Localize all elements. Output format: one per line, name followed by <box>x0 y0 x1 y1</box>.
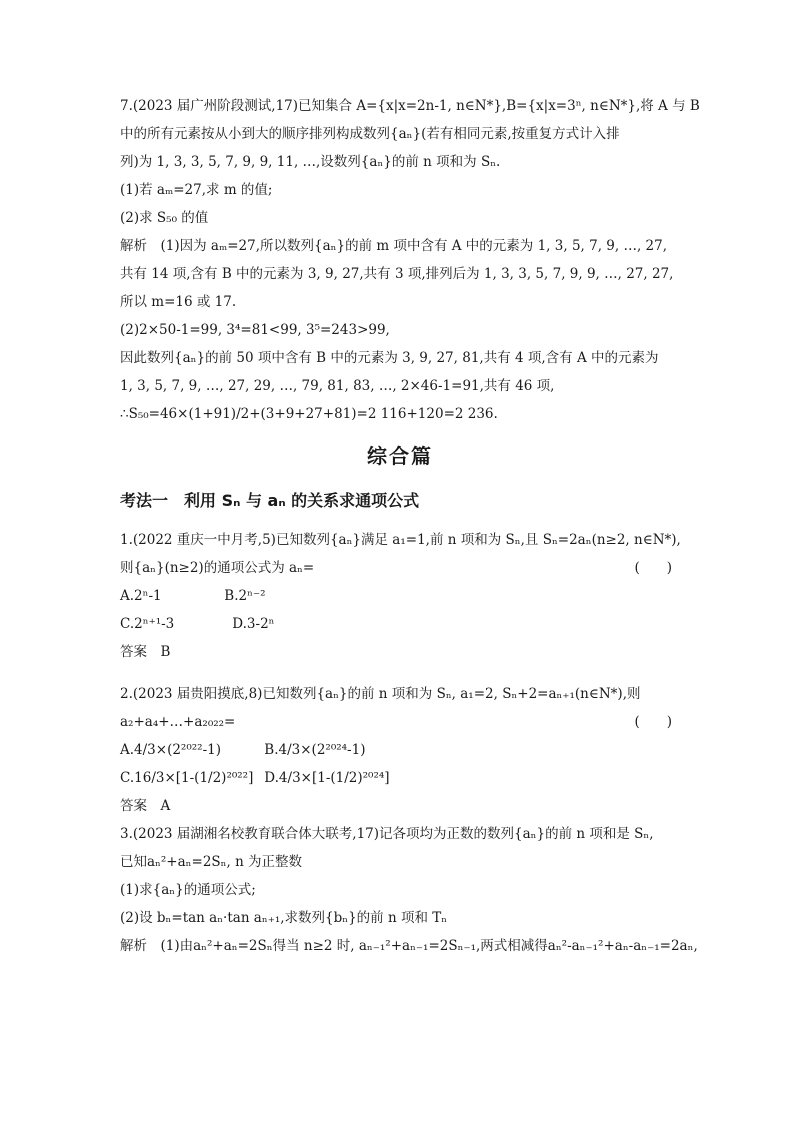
problem-1 <box>120 526 680 666</box>
solution-line: (2)2×50-1=99, 3⁴=81<99, 3⁵=243>99, <box>120 322 390 338</box>
solution-line: 解析 (1)由aₙ²+aₙ=2Sₙ得当 n≥2 时, aₙ₋₁²+aₙ₋₁=2Sₙ₋₁,两式相减得aₙ²-aₙ₋₁²+aₙ-aₙ₋₁=2aₙ, <box>120 938 698 954</box>
problem-7-line: 中的所有元素按从小到大的顺序排列构成数列{aₙ}(若有相同元素,按重复方式计入排 <box>120 126 620 142</box>
problem-3-part-2: (2)设 bₙ=tan aₙ·tan aₙ₊₁,求数列{bₙ}的前 n 项和 Tₙ <box>120 910 448 926</box>
solution-line: 解析 (1)因为 aₘ=27,所以数列{aₙ}的前 m 项中含有 A 中的元素为 1, 3, 5, 7, 9, …, 27, <box>120 238 668 254</box>
method-title: 考法一 利用 Sₙ 与 aₙ 的关系求通项公式 <box>120 491 420 510</box>
option-d: D.3-2ⁿ <box>232 616 275 632</box>
section-title: 综合篇 <box>367 444 433 468</box>
problem-7 <box>120 92 700 428</box>
option-a: A.2ⁿ-1 <box>120 588 162 604</box>
options-row <box>120 610 680 638</box>
problem-2-text: a₂+a₄+…+a₂₀₂₂= <box>120 714 236 730</box>
problem-1-line: 1.(2022 重庆一中月考,5)已知数列{aₙ}满足 a₁=1,前 n 项和为 Sₙ,且 Sₙ=2aₙ(n≥2, n∈N*), <box>120 532 681 548</box>
document-page <box>120 92 700 960</box>
solution-line: 1, 3, 5, 7, 9, …, 27, 29, …, 79, 81, 83, …, 2×46-1=91,共有 46 项, <box>120 378 555 394</box>
problem-3-line: 已知aₙ²+aₙ=2Sₙ, n 为正整数 <box>120 854 303 870</box>
problem-2 <box>120 680 680 820</box>
answer-line: 答案 B <box>120 644 171 660</box>
problem-7-line: 列)为 1, 3, 3, 5, 7, 9, 9, 11, …,设数列{aₙ}的前 n 项和为 Sₙ. <box>120 154 501 170</box>
problem-3-line: 3.(2023 届湖湘名校教育联合体大联考,17)记各项均为正数的数列{aₙ}的前 n 项和是 Sₙ, <box>120 826 654 842</box>
problem-1-text: 则{aₙ}(n≥2)的通项公式为 aₙ= <box>120 560 315 576</box>
problem-7-part-2: (2)求 S₅₀ 的值 <box>120 210 209 226</box>
option-b: B.4/3×(2²⁰²⁴-1) <box>264 742 366 758</box>
solution-line: 所以 m=16 或 17. <box>120 294 237 310</box>
option-a: A.4/3×(2²⁰²²-1) <box>120 742 221 758</box>
solution-line: 因此数列{aₙ}的前 50 项中含有 B 中的元素为 3, 9, 27, 81,共有 4 项,含有 A 中的元素为 <box>120 350 659 366</box>
option-c: C.16/3×[1-(1/2)²⁰²²] <box>120 770 254 786</box>
option-b: B.2ⁿ⁻² <box>224 588 266 604</box>
option-c: C.2ⁿ⁺¹-3 <box>120 616 175 632</box>
options-row <box>120 764 680 792</box>
solution-line: 共有 14 项,含有 B 中的元素为 3, 9, 27,共有 3 项,排列后为 1, 3, 3, 5, 7, 9, 9, …, 27, 27, <box>120 266 674 282</box>
problem-2-line: 2.(2023 届贵阳摸底,8)已知数列{aₙ}的前 n 项和为 Sₙ, a₁=2, Sₙ+2=aₙ₊₁(n∈N*),则 <box>120 686 641 702</box>
answer-blank: ( ) <box>634 714 672 730</box>
problem-3-part-1: (1)求{aₙ}的通项公式; <box>120 882 256 898</box>
problem-1-line <box>120 554 680 582</box>
options-row <box>120 582 680 610</box>
answer-blank: ( ) <box>634 560 672 576</box>
option-d: D.4/3×[1-(1/2)²⁰²⁴] <box>264 770 390 786</box>
problem-7-line: 7.(2023 届广州阶段测试,17)已知集合 A={x|x=2n-1, n∈N*},B={x|x=3ⁿ, n∈N*},将 A 与 B <box>120 98 700 114</box>
problem-2-line <box>120 708 680 736</box>
solution-line: ∴S₅₀=46×(1+91)/2+(3+9+27+81)=2 116+120=2 236. <box>120 406 498 422</box>
answer-line: 答案 A <box>120 798 171 814</box>
problem-7-part-1: (1)若 aₘ=27,求 m 的值; <box>120 182 273 198</box>
options-row <box>120 736 680 764</box>
problem-3 <box>120 820 698 960</box>
